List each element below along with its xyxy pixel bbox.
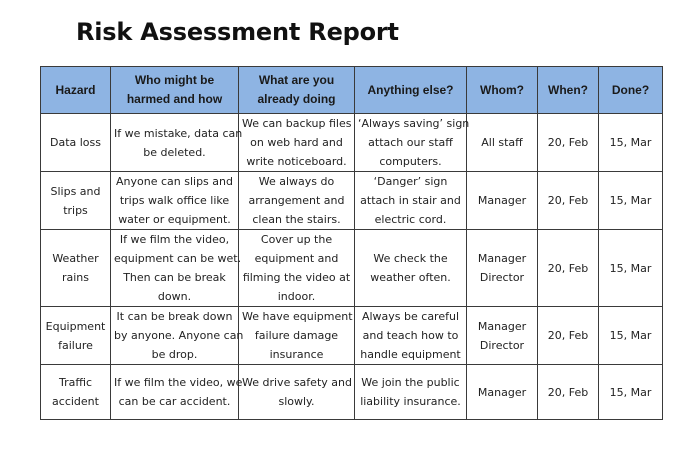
cell-hazard bbox=[41, 365, 111, 420]
cell-line: If we film the video, bbox=[119, 233, 230, 246]
page-title: Risk Assessment Report bbox=[76, 18, 399, 46]
cell-line: 15, Mar bbox=[609, 385, 652, 399]
header-done bbox=[599, 67, 663, 114]
cell-whom bbox=[467, 365, 538, 420]
cell-who-harmed bbox=[111, 172, 239, 230]
cell-already-doing bbox=[239, 172, 355, 230]
header-hazard bbox=[41, 67, 111, 114]
header-line: When? bbox=[548, 82, 588, 97]
cell-line: 15, Mar bbox=[609, 261, 652, 275]
cell-line: Director bbox=[479, 271, 525, 284]
cell-line: ‘Always saving’ sign bbox=[358, 117, 470, 130]
cell-line: Manager bbox=[477, 194, 527, 207]
cell-line: write noticeboard. bbox=[246, 155, 347, 168]
cell-line: We have equipment bbox=[242, 310, 353, 323]
cell-line: equipment and bbox=[254, 252, 339, 265]
cell-line: rains bbox=[61, 271, 90, 284]
header-whom bbox=[467, 67, 538, 114]
header-already-doing bbox=[239, 67, 355, 114]
cell-line: Weather bbox=[52, 252, 99, 265]
cell-line: equipment can be wet. bbox=[114, 252, 242, 265]
cell-line: Manager bbox=[477, 385, 527, 399]
cell-line: accident bbox=[52, 395, 99, 408]
cell-hazard bbox=[41, 230, 111, 307]
cell-hazard bbox=[41, 114, 111, 172]
header-line: Done? bbox=[611, 82, 650, 97]
cell-hazard bbox=[41, 172, 111, 230]
cell-anything-else bbox=[355, 365, 467, 420]
header-line: What are you bbox=[258, 73, 335, 87]
cell-line: 15, Mar bbox=[609, 329, 652, 342]
cell-who-harmed bbox=[111, 365, 243, 420]
cell-who-harmed bbox=[111, 230, 242, 307]
cell-line: 20, Feb bbox=[547, 329, 589, 342]
cell-line: 15, Mar bbox=[609, 194, 652, 207]
cell-line: Manager bbox=[477, 252, 527, 265]
cell-line: attach in stair and bbox=[360, 194, 461, 207]
header-line: Whom? bbox=[480, 82, 524, 97]
cell-line: ‘Danger’ sign bbox=[373, 175, 448, 188]
cell-done bbox=[599, 172, 663, 230]
cell-line: Slips and bbox=[50, 184, 101, 198]
table-row bbox=[41, 365, 663, 420]
cell-line: can be car accident. bbox=[118, 395, 231, 408]
cell-whom bbox=[467, 114, 538, 172]
cell-line: 20, Feb bbox=[547, 136, 589, 149]
cell-line: down. bbox=[157, 290, 192, 303]
cell-line: failure damage bbox=[254, 329, 339, 342]
cell-line: If we mistake, data can bbox=[114, 126, 243, 140]
cell-done bbox=[599, 307, 663, 365]
header-who-harmed bbox=[111, 67, 239, 114]
cell-anything-else bbox=[355, 114, 470, 172]
cell-line: by anyone. Anyone can bbox=[114, 329, 244, 342]
cell-line: failure bbox=[58, 338, 93, 352]
cell-already-doing bbox=[239, 114, 355, 172]
cell-line: Data loss bbox=[49, 136, 101, 149]
cell-line: trips walk office like bbox=[119, 194, 230, 207]
cell-when bbox=[538, 365, 599, 420]
cell-when bbox=[538, 307, 599, 365]
header-anything-else bbox=[355, 67, 467, 114]
cell-when bbox=[538, 230, 599, 307]
cell-line: liability insurance. bbox=[360, 395, 461, 408]
cell-line: electric cord. bbox=[374, 213, 447, 226]
cell-line: Traffic bbox=[58, 376, 93, 389]
header-line: Hazard bbox=[55, 82, 96, 97]
cell-line: computers. bbox=[379, 155, 442, 168]
cell-line: be deleted. bbox=[143, 145, 206, 159]
cell-line: attach our staff bbox=[368, 136, 453, 149]
cell-line: insurance bbox=[269, 348, 324, 361]
table-row bbox=[41, 172, 663, 230]
cell-line: 20, Feb bbox=[547, 261, 589, 275]
table-row bbox=[41, 307, 663, 365]
cell-done bbox=[599, 365, 663, 420]
cell-already-doing bbox=[239, 230, 355, 307]
cell-line: If we film the video, we bbox=[114, 376, 243, 389]
cell-line: Manager bbox=[477, 319, 527, 333]
cell-line: 20, Feb bbox=[547, 385, 589, 399]
cell-line: It can be break down bbox=[116, 310, 233, 323]
cell-line: handle equipment bbox=[360, 348, 461, 361]
header-when bbox=[538, 67, 599, 114]
cell-who-harmed bbox=[111, 114, 243, 172]
risk-assessment-table bbox=[40, 66, 663, 420]
header-line: Who might be bbox=[134, 73, 215, 87]
header-line: already doing bbox=[257, 92, 336, 106]
cell-line: Then can be break bbox=[123, 271, 226, 284]
cell-when bbox=[538, 172, 599, 230]
cell-who-harmed bbox=[111, 307, 244, 365]
cell-line: 15, Mar bbox=[609, 136, 652, 149]
cell-done bbox=[599, 114, 663, 172]
cell-line: be drop. bbox=[151, 348, 198, 361]
cell-whom bbox=[467, 230, 538, 307]
cell-line: slowly. bbox=[278, 395, 315, 408]
cell-when bbox=[538, 114, 599, 172]
cell-anything-else bbox=[355, 307, 467, 365]
header-line: Anything else? bbox=[367, 82, 454, 97]
cell-line: 20, Feb bbox=[547, 194, 589, 207]
cell-line: trips bbox=[63, 203, 88, 217]
cell-done bbox=[599, 230, 663, 307]
table-row bbox=[41, 230, 663, 307]
header-line: harmed and how bbox=[126, 92, 223, 106]
cell-line: clean the stairs. bbox=[252, 213, 341, 226]
cell-anything-else bbox=[355, 230, 467, 307]
cell-line: and teach how to bbox=[362, 329, 459, 342]
cell-line: Equipment bbox=[45, 319, 106, 333]
cell-anything-else bbox=[355, 172, 467, 230]
cell-line: on web hard and bbox=[250, 136, 343, 149]
cell-line: Anyone can slips and bbox=[116, 175, 233, 188]
cell-line: We always do bbox=[258, 175, 335, 188]
cell-line: weather often. bbox=[370, 271, 451, 284]
cell-line: Director bbox=[479, 338, 525, 352]
cell-line: Cover up the bbox=[260, 233, 333, 246]
cell-already-doing bbox=[239, 365, 355, 420]
cell-line: All staff bbox=[481, 136, 523, 149]
cell-line: We can backup files bbox=[242, 117, 352, 130]
cell-line: arrangement and bbox=[248, 194, 345, 207]
cell-line: We join the public bbox=[361, 376, 460, 389]
cell-line: indoor. bbox=[277, 290, 316, 303]
cell-whom bbox=[467, 172, 538, 230]
cell-line: We drive safety and bbox=[242, 376, 352, 389]
cell-line: water or equipment. bbox=[118, 213, 231, 226]
cell-whom bbox=[467, 307, 538, 365]
cell-line: filming the video at bbox=[242, 271, 351, 284]
table-row bbox=[41, 114, 663, 172]
cell-hazard bbox=[41, 307, 111, 365]
table-header-row bbox=[41, 67, 663, 114]
cell-line: We check the bbox=[373, 252, 448, 265]
cell-line: Always be careful bbox=[361, 310, 460, 323]
cell-already-doing bbox=[239, 307, 355, 365]
